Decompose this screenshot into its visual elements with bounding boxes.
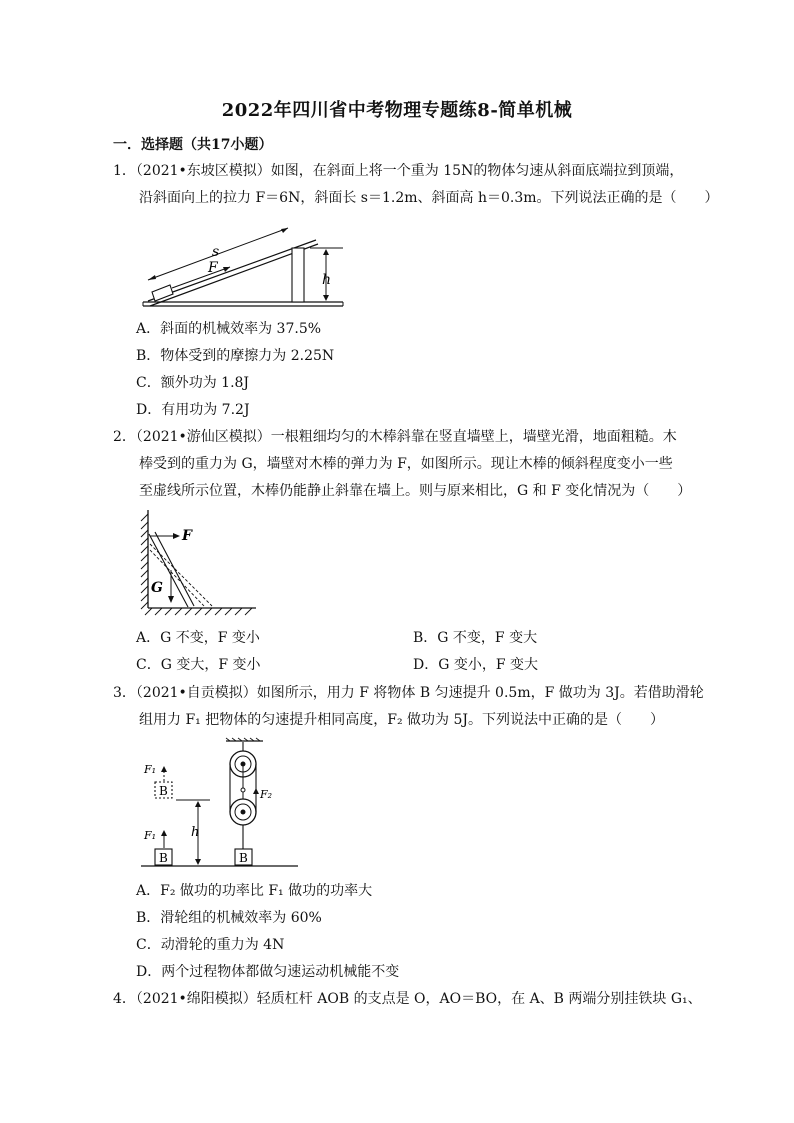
question-text-line: （2021•自贡模拟）如图所示，用力 F 将物体 B 匀速提升 0.5m，F 做功为 3J。若借助滑轮: [135, 685, 704, 701]
label-b-top: B: [159, 784, 168, 798]
question-text-line: （2021•东坡区模拟）如图，在斜面上将一个重为 15N的物体匀速从斜面底端拉到顶端，: [135, 163, 684, 179]
option-b: B．滑轮组的机械效率为 60%: [136, 910, 322, 926]
option-d: D．有用功为 7.2J: [136, 402, 250, 418]
question-number: 3．: [113, 685, 136, 701]
label-g: G: [151, 580, 163, 596]
option-b: B．物体受到的摩擦力为 2.25N: [136, 348, 335, 364]
label-b-left: B: [159, 851, 168, 865]
question-text-line: 棒受到的重力为 G，墙壁对木棒的弹力为 F，如图所示。现让木棒的倾斜程度变小一些: [139, 456, 673, 472]
dashed-stick: [150, 550, 204, 606]
support-block: [292, 248, 304, 302]
option-b: B．G 不变，F 变大: [413, 630, 538, 646]
question-4: [113, 986, 702, 1013]
option-d: D．G 变小，F 变大: [413, 657, 539, 673]
option-c: C．G 变大，F 变小: [136, 657, 261, 673]
question-text-line: 沿斜面向上的拉力 F＝6N，斜面长 s＝1.2m、斜面高 h＝0.3m。下列说法正确的是（ ）: [139, 190, 719, 206]
option-a: A．G 不变，F 变小: [136, 630, 260, 646]
option-c: C．动滑轮的重力为 4N: [136, 937, 285, 953]
label-b-right: B: [239, 851, 248, 865]
question-3: [113, 680, 704, 734]
option-c: C．额外功为 1.8J: [136, 375, 250, 391]
label-f: F: [208, 260, 218, 276]
label-f1-top: F₁: [144, 763, 157, 776]
force-f-arrow: [172, 267, 230, 288]
question-text-line: 至虚线所示位置，木棒仍能静止斜靠在墙上。则与原来相比，G 和 F 变化情况为（ ）: [139, 483, 692, 499]
question-number: 4．: [113, 991, 136, 1007]
label-f1-bottom: F₁: [144, 829, 157, 842]
question-text-line: 组用力 F₁ 把物体的匀速提升相同高度，F₂ 做功为 5J。下列说法中正确的是（ ）: [139, 712, 664, 728]
option-d: D．两个过程物体都做匀速运动机械能不变: [136, 964, 400, 980]
page-title: 2022年四川省中考物理专题练8-简单机械: [221, 100, 573, 121]
label-h: h: [322, 272, 332, 288]
question-text-line: （2021•绵阳模拟）轻质杠杆 AOB 的支点是 O，AO＝BO，在 A、B 两端分别挂铁块 G₁、: [135, 991, 702, 1007]
ground-hatch: [145, 608, 252, 615]
wall-hatch: [141, 514, 148, 609]
section-heading: 一．选择题（共17小题）: [113, 137, 273, 153]
label-f2: F₂: [260, 788, 273, 801]
question-2: [113, 424, 693, 505]
question-number: 2．: [113, 429, 136, 445]
question-number: 1．: [113, 163, 136, 179]
label-s: s: [212, 244, 220, 260]
label-f: F: [182, 528, 192, 544]
pulley-figure: [138, 738, 303, 873]
option-a: A．斜面的机械效率为 37.5%: [136, 321, 322, 337]
question-1: [113, 158, 719, 212]
incline-figure: [138, 222, 358, 312]
label-h: h: [191, 825, 200, 840]
stick-wall-figure: [138, 508, 263, 618]
question-text-line: （2021•游仙区模拟）一根粗细均匀的木棒斜靠在竖直墙壁上，墙壁光滑，地面粗糙。木: [135, 429, 677, 445]
option-a: A．F₂ 做功的功率比 F₁ 做功的功率大: [136, 883, 373, 899]
